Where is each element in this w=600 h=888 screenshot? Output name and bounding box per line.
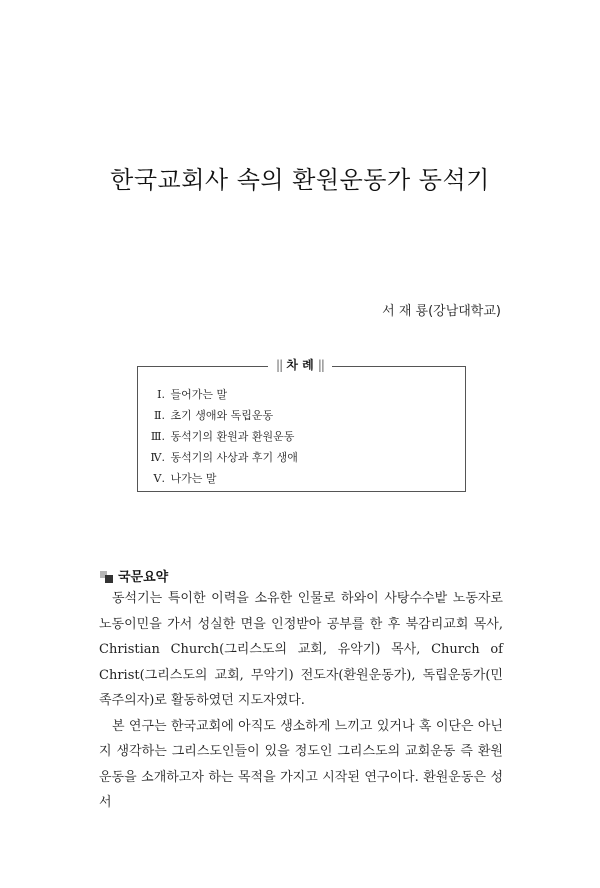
abstract-paragraph: 본 연구는 한국교회에 아직도 생소하게 느끼고 있거나 혹 이단은 아닌지 생각하는 그리스도인들이 있을 정도인 그리스도의 교회운동 즉 환원운동을 소개하고자 하는 목적을 가지고 시작된 연구이다. 환원운동은 성서 (99, 718, 503, 810)
author-affiliation: 서 재 룡(강남대학교) (382, 304, 501, 319)
abstract-heading (100, 566, 168, 585)
section-marker-icon (100, 571, 114, 583)
abstract-body (99, 586, 503, 816)
toc-item (150, 405, 298, 426)
toc-item (150, 384, 298, 405)
toc-bar-right: || (317, 358, 324, 372)
toc-item-number: Ⅳ. (150, 451, 165, 464)
toc-item-text: 들어가는 말 (170, 388, 228, 401)
abstract-heading-text: 국문요약 (118, 570, 169, 585)
toc-item-text: 동석기의 환원과 환원운동 (170, 430, 295, 443)
toc-item-text: 나가는 말 (170, 472, 217, 485)
toc-heading (0, 356, 600, 373)
toc-item-number: Ⅱ. (154, 409, 165, 422)
toc-item (150, 447, 298, 468)
toc-bar-left: || (276, 358, 283, 372)
toc-item-number: Ⅲ. (150, 430, 165, 443)
toc-item (150, 426, 298, 447)
toc-item-text: 초기 생애와 독립운동 (170, 409, 274, 422)
abstract-paragraph: 동석기는 특이한 이력을 소유한 인물로 하와이 사탕수수밭 노동자로 노동이민을 가서 성실한 면을 인정받아 공부를 한 후 북감리교회 목사, Christian Church(그리스도의 교회, 유악기) 목사, Church of Christ(그리스도의 교회, 무악기) 전도자(환원운동가), 독립운동가(민족주의자)로 활동하였던 지도자였다. (99, 591, 503, 708)
toc-item-text: 동석기의 사상과 후기 생애 (170, 451, 298, 464)
toc-item-number: Ⅴ. (153, 472, 165, 485)
paper-title: 한국교회사 속의 환원운동가 동석기 (110, 166, 490, 194)
toc-list (150, 384, 298, 489)
toc-item-number: Ⅰ. (157, 388, 165, 401)
toc-item (150, 468, 298, 489)
toc-heading-text: 차 례 (286, 358, 314, 372)
